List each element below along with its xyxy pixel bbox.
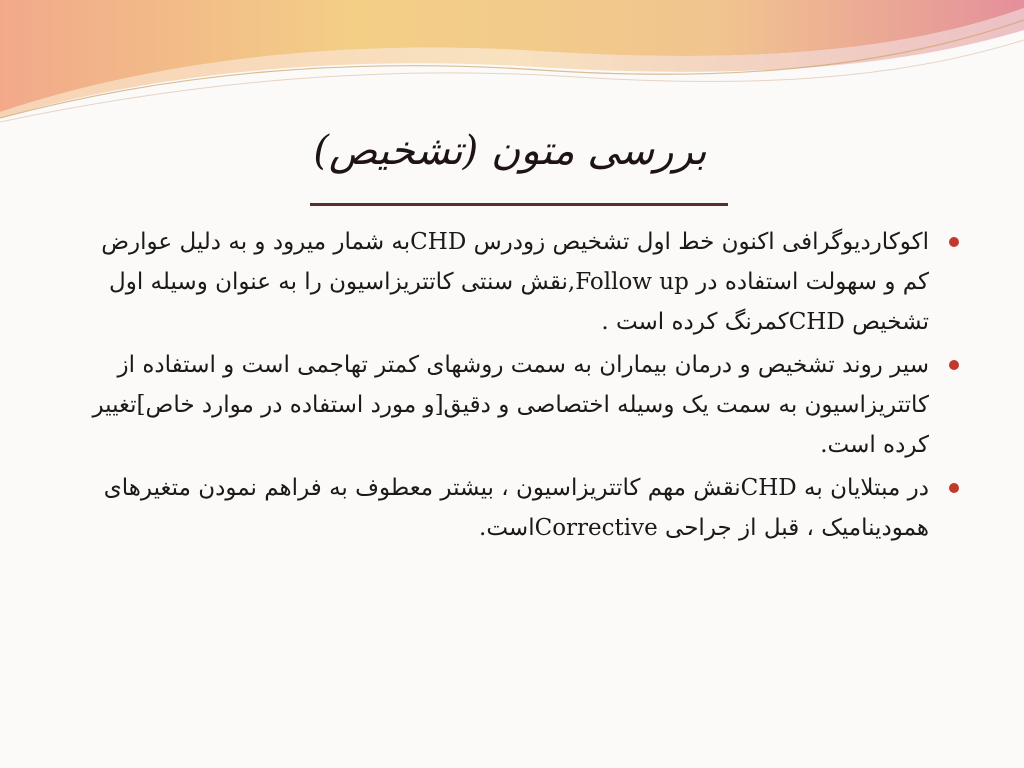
bullet-dot-icon (949, 360, 959, 370)
header-swoosh-decoration (0, 0, 1024, 130)
bullet-item (70, 468, 965, 548)
title-underline (310, 203, 728, 206)
bullet-list (70, 222, 965, 551)
bullet-text: سیر روند تشخیص و درمان بیماران به سمت روشهای کمتر تهاجمی است و استفاده از کاتتریزاسیون به سمت یک وسیله اختصاصی و دقیق[و مورد استفاده در موارد خاص]تغییر کرده است. (92, 352, 929, 458)
bullet-item (70, 222, 965, 342)
bullet-text: در مبتلایان به CHDنقش مهم کاتتریزاسیون ، بیشتر معطوف به فراهم نمودن متغیرهای همودینامیک ، قبل از جراحی Correctiveاست. (103, 475, 929, 541)
bullet-dot-icon (949, 483, 959, 493)
bullet-dot-icon (949, 237, 959, 247)
bullet-text: اکوکاردیوگرافی اکنون خط اول تشخیص زودرس CHDبه شمار میرود و به دلیل عوارض کم و سهولت استفاده در Follow up,نقش سنتی کاتتریزاسیون را به عنوان وسیله اول تشخیص CHDکمرنگ کرده است . (101, 229, 929, 335)
slide-title: بررسی متون (تشخیص) (313, 128, 707, 174)
bullet-item (70, 345, 965, 465)
